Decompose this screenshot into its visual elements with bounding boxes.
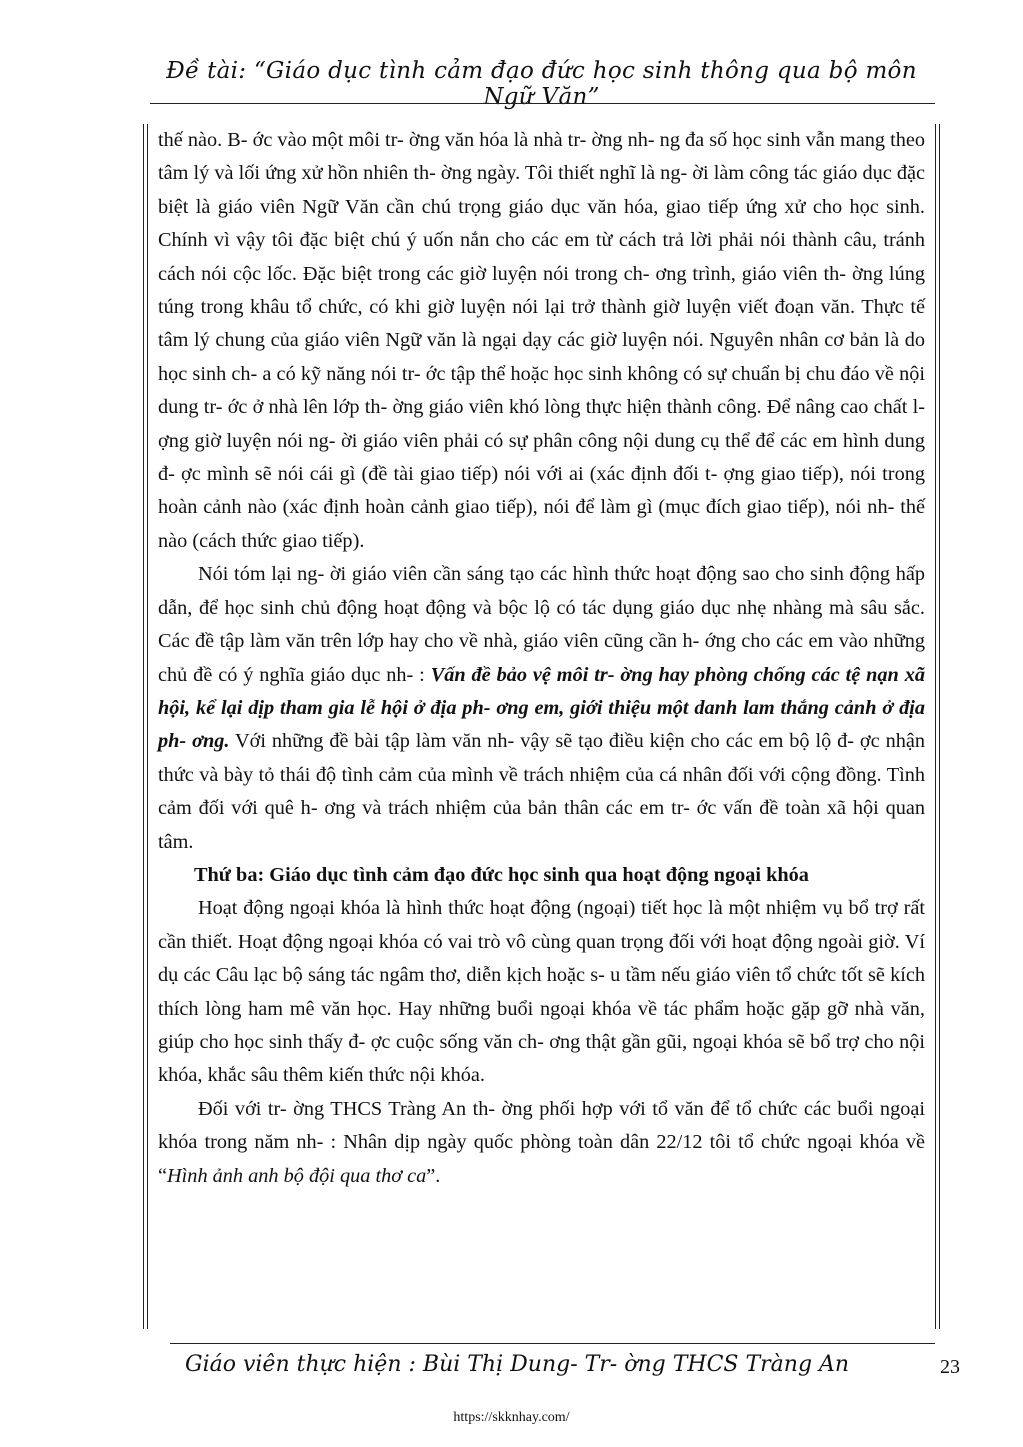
page-number: 23	[940, 1356, 960, 1378]
paragraph-2-start: Nói tóm lại ng- ời giáo viên cần sáng tạo các hình thức hoạt động sao cho sinh động hấp dẫn, để học sinh chủ động hoạt động và bộc lộ có tác dụng giáo dục nhẹ nhàng mà sâu sắc. Các đề tập làm văn trên lớp hay cho về nhà, giáo viên cũng cần h- ớng cho các em vào những chủ đề có ý nghĩa giáo dục nh- :	[158, 563, 925, 686]
document-body	[158, 124, 925, 1193]
section-heading: Thứ ba: Giáo dục tình cảm đạo đức học sinh qua hoạt động ngoại khóa	[194, 863, 809, 886]
right-border-frame	[935, 124, 940, 1329]
source-url[interactable]: https://skknhay.com/	[453, 1410, 570, 1425]
paragraph-2	[158, 558, 925, 859]
paragraph-4	[158, 1093, 925, 1193]
footer-divider	[170, 1343, 935, 1344]
footer-teacher-info: Giáo viên thực hiện : Bùi Thị Dung- Tr- ờng THCS Tràng An	[185, 1352, 850, 1377]
paragraph-4-start: Đối với tr- ờng THCS Tràng An th- ờng phối hợp với tổ văn để tổ chức các buổi ngoại khóa trong năm nh- : Nhân dịp ngày quốc phòng toàn dân 22/12 tôi tổ chức ngoại khóa về “	[158, 1097, 925, 1187]
paragraph-4-end: ”.	[426, 1164, 441, 1187]
header-divider	[150, 103, 935, 104]
left-border-frame	[143, 124, 148, 1329]
paragraph-2-emphasis: Vấn đề bảo vệ môi tr- ờng hay phòng chống các tệ nạn xã hội, kể lại dịp tham gia lễ hội ở địa ph- ơng em, giới thiệu một danh lam thắng cảnh ở địa ph- ơng.	[158, 663, 925, 753]
paragraph-4-italic-title: Hình ảnh anh bộ đội qua thơ ca	[167, 1164, 427, 1187]
paragraph-2-end: Với những đề bài tập làm văn nh- vậy sẽ tạo điều kiện cho các em bộ lộ đ- ợc nhận thức và bày tỏ thái độ tình cảm của mình về trách nhiệm của cá nhân đối với cộng đồng. Tình cảm đối với quê h- ơng và trách nhiệm của bản thân các em tr- ớc vấn đề toàn xã hội quan tâm.	[158, 730, 925, 853]
document-header-title: Đề tài: “Giáo dục tình cảm đạo đức học sinh thông qua bộ môn Ngữ Văn”	[166, 58, 917, 110]
paragraph-1: thế nào. B- ớc vào một môi tr- ờng văn hóa là nhà tr- ờng nh- ng đa số học sinh vẫn mang theo tâm lý và lối ứng xử hồn nhiên th- ờng ngày. Tôi thiết nghĩ là ng- ời làm công tác giáo dục đặc biệt là giáo viên Ngữ Văn cần chú trọng giáo dục văn hóa, giao tiếp ứng xử cho học sinh. Chính vì vậy tôi đặc biệt chú ý uốn nắn cho các em từ cách trả lời phải nói thành câu, tránh cách nói cộc lốc. Đặc biệt trong các giờ luyện nói trong ch- ơng trình, giáo viên th- ờng lúng túng trong khâu tổ chức, có khi giờ luyện nói lại trở thành giờ luyện viết đoạn văn. Thực tế tâm lý chung của giáo viên Ngữ văn là ngại dạy các giờ luyện nói. Nguyên nhân cơ bản là do học sinh ch- a có kỹ năng nói tr- ớc tập thể hoặc học sinh không có sự chuẩn bị chu đáo về nội dung tr- ớc ở nhà lên lớp th- ờng giáo viên khó lòng thực hiện thành công. Để nâng cao chất l- ợng giờ luyện nói ng- ời giáo viên phải có sự phân công nội dung cụ thể để các em hình dung đ- ợc mình sẽ nói cái gì (đề tài giao tiếp) nói với ai (xác định đối t- ợng giao tiếp), nói trong hoàn cảnh nào (xác định hoàn cảnh giao tiếp), nói để làm gì (mục đích giao tiếp), nói nh- thế nào (cách thức giao tiếp).	[158, 129, 925, 552]
paragraph-3: Hoạt động ngoại khóa là hình thức hoạt động (ngoại) tiết học là một nhiệm vụ bổ trợ rất cần thiết. Hoạt động ngoại khóa có vai trò vô cùng quan trọng đối với hoạt động ngoài giờ. Ví dụ các Câu lạc bộ sáng tác ngâm thơ, diễn kịch hoặc s- u tầm nếu giáo viên tổ chức tốt sẽ kích thích lòng ham mê văn học. Hay những buổi ngoại khóa về tác phẩm hoặc gặp gỡ nhà văn, giúp cho học sinh thấy đ- ợc cuộc sống văn ch- ơng thật gần gũi, ngoại khóa sẽ bổ trợ cho nội khóa, khắc sâu thêm kiến thức nội khóa.	[158, 897, 925, 1087]
